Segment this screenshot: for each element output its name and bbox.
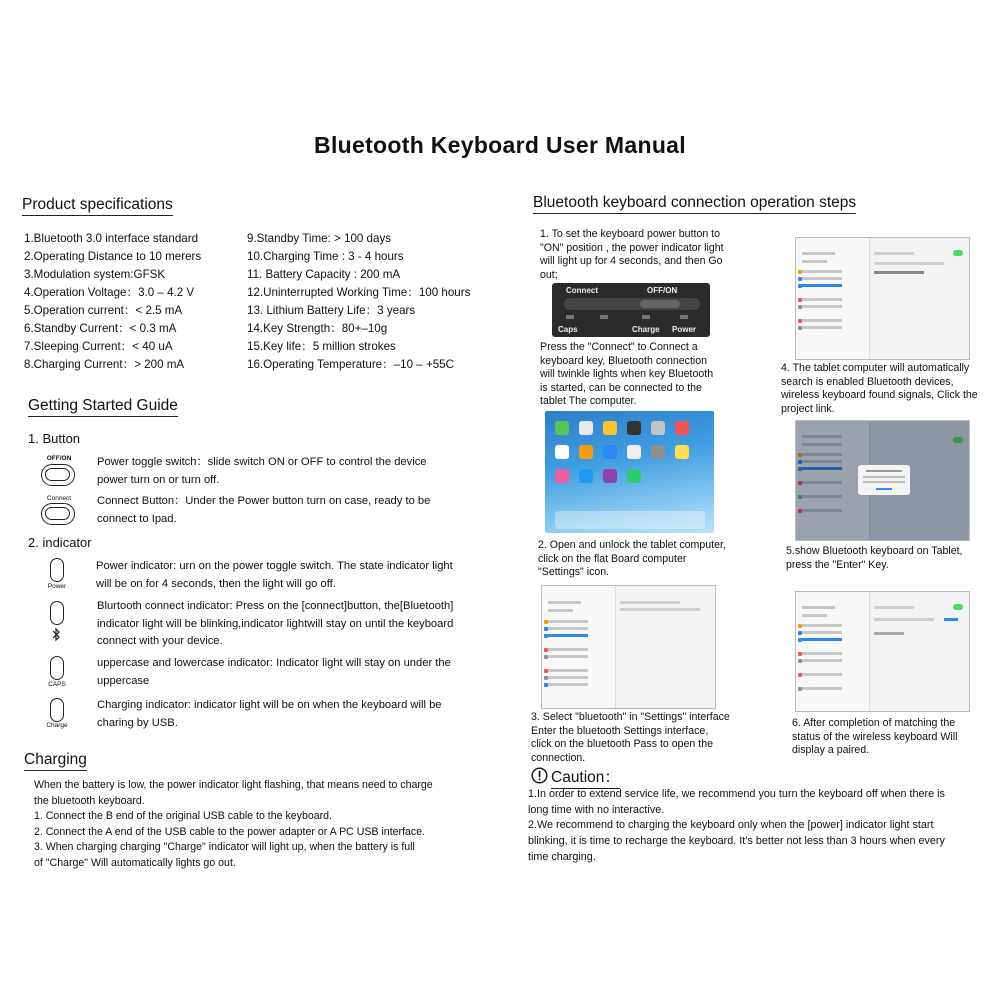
offon-label: OFF/ON — [46, 455, 72, 462]
keyboard-power-label: Power — [672, 325, 697, 334]
step-3-text: 3. Select "bluetooth" in "Settings" interface Enter the bluetooth Settings interface, click on the bluetooth Pass to open the connection. — [531, 711, 730, 764]
keyboard-offon-label: OFF/ON — [647, 286, 678, 295]
spec-item: 8.Charging Current：> 200 mA — [24, 358, 185, 371]
caps-indicator-description: uppercase and lowercase indicator: Indicator light will stay on under the uppercase — [97, 657, 451, 687]
caps-indicator-icon — [50, 656, 64, 680]
charge-indicator-description: Charging indicator: indicator light will be on when the keyboard will be charing by USB. — [97, 699, 442, 729]
pairing-dialog — [858, 465, 910, 495]
caution-icon — [531, 767, 548, 784]
spec-item: 6.Standby Current：< 0.3 mA — [24, 322, 177, 335]
keyboard-connect-label: Connect — [566, 286, 598, 295]
spec-item: 12.Uninterrupted Working Time：100 hours — [247, 286, 471, 299]
keyboard-photo — [552, 283, 710, 337]
settings-screenshot-2 — [795, 237, 970, 360]
specs-column-1 — [24, 230, 201, 374]
power-label: Power — [47, 583, 67, 590]
steps-heading: Bluetooth keyboard connection operation steps — [533, 194, 856, 214]
charging-line: the bluetooth keyboard. — [34, 794, 145, 807]
charging-line: of "Charge" Will automatically lights go out. — [34, 856, 236, 869]
button-heading: 1. Button — [28, 431, 81, 446]
charging-line: 1. Connect the B end of the original USB cable to the keyboard. — [34, 810, 332, 823]
charging-heading: Charging — [24, 751, 87, 771]
step-1b-text: Press the "Connect" to Connect a keyboard key, Bluetooth connection will twinkle lights when key Bluetooth is started, can be connected to the tablet The computer. — [540, 341, 714, 408]
spec-item: 1.Bluetooth 3.0 interface standard — [24, 232, 199, 245]
charge-label: Charge — [46, 722, 68, 729]
spec-item: 16.Operating Temperature：–10 – +55C — [247, 358, 454, 371]
spec-item: 10.Charging Time : 3 - 4 hours — [247, 250, 404, 263]
offon-switch-icon — [41, 464, 75, 486]
specs-heading: Product specifications — [22, 196, 173, 216]
keyboard-caps-label: Caps — [558, 325, 578, 334]
connect-description: Connect Button：Under the Power button turn on case, ready to be connect to Ipad. — [97, 495, 431, 525]
charging-line: 2. Connect the A end of the USB cable to the power adapter or A PC USB interface. — [34, 825, 426, 838]
bluetooth-icon — [51, 627, 62, 642]
charging-instructions — [34, 778, 433, 872]
power-indicator-icon — [50, 558, 64, 582]
charge-indicator-icon — [50, 698, 64, 722]
indicator-heading: 2. indicator — [28, 535, 92, 550]
connect-button-icon — [41, 503, 75, 525]
caution-line-2: 2.We recommend to charging the keyboard only when the [power] indicator light start blinking, it is time to recharge the keyboard. It’s better not less than 3 hours when every time charging. — [528, 819, 945, 863]
keyboard-charge-label: Charge — [632, 325, 660, 334]
tablet-home-screen — [545, 411, 714, 533]
specs-column-2 — [247, 230, 470, 374]
pairing-screenshot — [795, 420, 970, 541]
charging-line: When the battery is low, the power indicator light flashing, that means need to charge — [34, 779, 433, 791]
spec-item: 11. Battery Capacity : 200 mA — [247, 268, 401, 281]
settings-screenshot-1 — [541, 585, 716, 709]
guide-heading: Getting Started Guide — [28, 397, 178, 417]
connect-label: Connect — [46, 495, 72, 502]
caution-heading: Caution： — [551, 765, 620, 789]
spec-item: 2.Operating Distance to 10 merers — [24, 250, 202, 263]
page-title: Bluetooth Keyboard User Manual — [314, 132, 686, 158]
step-6-text: 6. After completion of matching the status of the wireless keyboard Will display a paired. — [792, 717, 958, 757]
spec-item: 4.Operation Voltage：3.0 – 4.2 V — [24, 286, 195, 299]
caution-line-1: 1.In order to extend service life, we recommend you turn the keyboard off when there is long time with no interactive. — [528, 788, 945, 816]
step-5-text: 5.show Bluetooth keyboard on Tablet, press the "Enter" Key. — [786, 545, 963, 571]
spec-item: 14.Key Strength：80+–10g — [247, 322, 388, 335]
power-switch-description: Power toggle switch：slide switch ON or OFF to control the device power turn on or turn off. — [97, 456, 427, 486]
spec-item: 9.Standby Time: > 100 days — [247, 232, 392, 245]
paired-screenshot — [795, 591, 970, 712]
spec-item: 7.Sleeping Current：< 40 uA — [24, 340, 173, 353]
power-indicator-description: Power indicator: urn on the power toggle switch. The state indicator light will be on for 4 seconds, then the light will go off. — [96, 560, 453, 590]
step-2-text: 2. Open and unlock the tablet computer, click on the flat Board computer "Settings" icon. — [538, 539, 726, 579]
bluetooth-indicator-description: Blurtooth connect indicator: Press on the [connect]button, the[Bluetooth] indicator light will be blinking,indicator lightwill stay on until the keyboard connect with your device. — [97, 600, 454, 647]
charging-line: 3. When charging charging "Charge" indicator will light up, when the battery is full — [34, 841, 415, 854]
step-1-text: 1. To set the keyboard power button to "ON" position , the power indicator light will light up for 4 seconds, and then Go out; — [540, 228, 724, 281]
caps-label: CAPS — [48, 681, 66, 688]
spec-item: 13. Lithium Battery Life：3 years — [247, 304, 416, 317]
spec-item: 3.Modulation system:GFSK — [24, 268, 166, 281]
spec-item: 15.Key life：5 million strokes — [247, 340, 396, 353]
step-4-text: 4. The tablet computer will automatically search is enabled Bluetooth devices, wireless keyboard found signals, Click the project link. — [781, 362, 978, 415]
bluetooth-indicator-icon — [50, 601, 64, 625]
spec-item: 5.Operation current：< 2.5 mA — [24, 304, 183, 317]
